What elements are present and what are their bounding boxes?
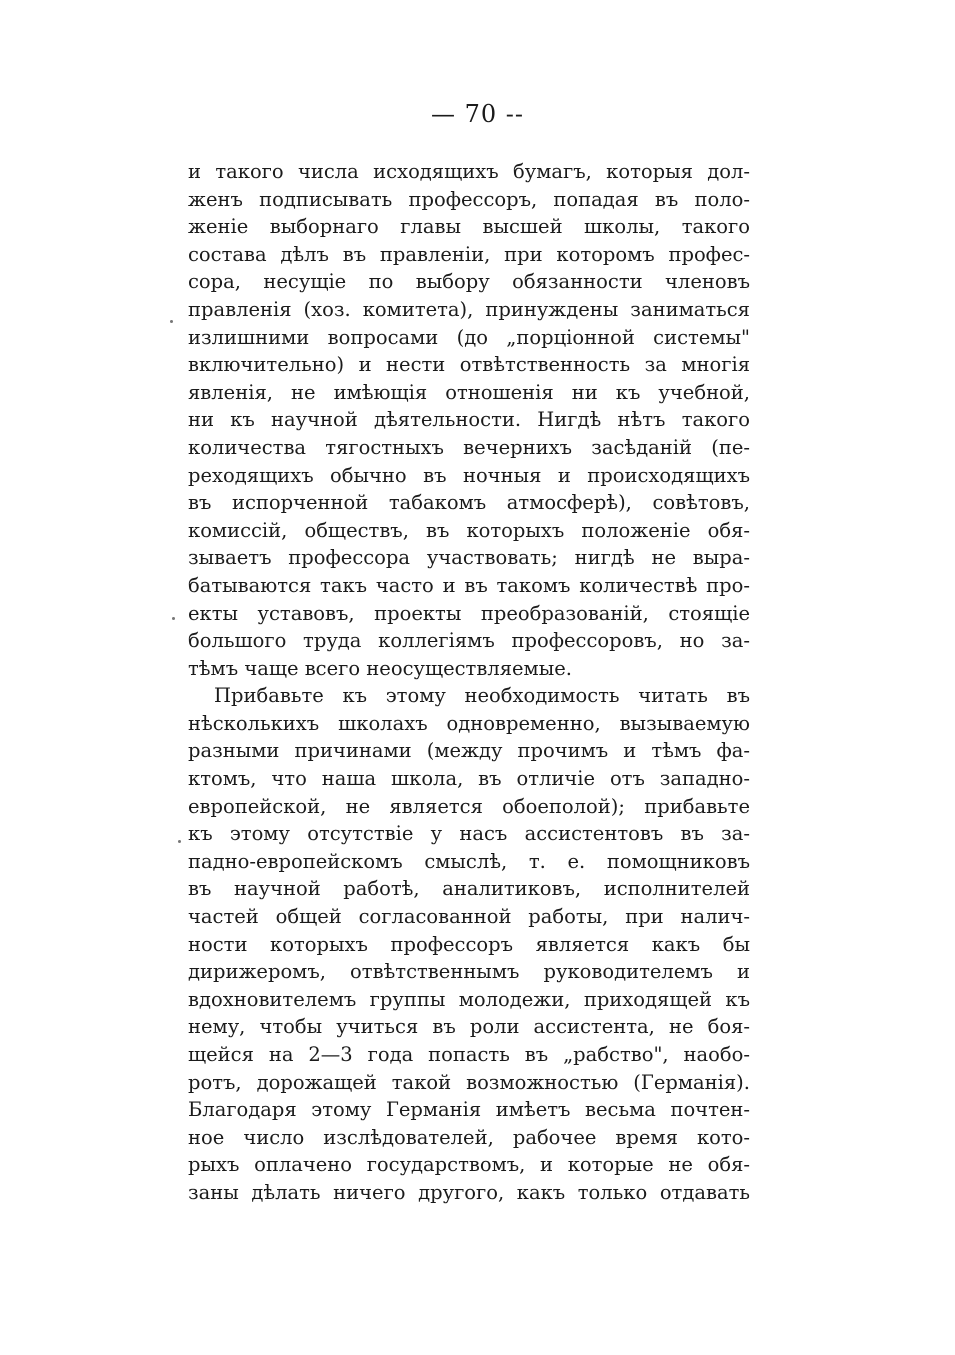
text-line: заны дѣлать ничего другого, какъ только отдавать	[188, 1180, 750, 1204]
text-line: реходящихъ обычно въ ночныя и происходящихъ	[188, 463, 750, 487]
text-line: ни къ научной дѣятельности. Нигдѣ нѣтъ такого	[188, 408, 750, 432]
text-line: женъ подписывать профессоръ, попадая въ поло-	[188, 187, 750, 211]
text-line: состава дѣлъ въ правленiи, при которомъ профес-	[188, 242, 750, 266]
text-line: включительно) и нести отвѣтственность за многiя	[188, 353, 750, 377]
text-line: ности которыхъ профессоръ является какъ бы	[188, 932, 750, 956]
text-line: нему, чтобы учиться въ роли ассистента, не боя-	[188, 1015, 750, 1039]
text-line: щейся на 2—3 года попасть въ „рабство", наобо-	[188, 1043, 750, 1066]
page-number: — 70 --	[430, 100, 524, 128]
text-line: ротъ, дорожащей такой возможностью (Германiя).	[188, 1070, 750, 1094]
text-line: тѣмъ чаще всего неосуществляемые.	[188, 656, 572, 680]
text-line: большого труда коллегiямъ профессоровъ, но за-	[188, 629, 750, 653]
text-line: сора, несущiе по выбору обязанности членовъ	[188, 270, 750, 294]
text-line: комиссiй, обществъ, въ которыхъ положенiе обя-	[188, 518, 750, 542]
text-line: екты уставовъ, проекты преобразованiй, стоящiе	[188, 601, 750, 625]
text-line: ктомъ, что наша школа, въ отличiе отъ западно-	[188, 767, 750, 791]
margin-dot-mark	[172, 617, 175, 620]
text-line: частей общей согласованной работы, при налич-	[188, 905, 750, 929]
text-line: ное число изслѣдователей, рабочее время кото-	[188, 1125, 750, 1149]
text-line: въ испорченной табакомъ атмосферѣ), совѣтовъ,	[188, 491, 750, 515]
text-line: дирижеромъ, отвѣтственнымъ руководителемъ и	[188, 960, 750, 984]
text-line: и такого числа исходящихъ бумагъ, которыя дол-	[188, 160, 750, 183]
text-line: количества тягостныхъ вечернихъ засѣданiй (пе-	[188, 435, 750, 459]
text-line: къ этому отсутствiе у насъ ассистентовъ въ за-	[188, 822, 750, 846]
text-line: нѣсколькихъ школахъ одновременно, вызываемую	[188, 711, 750, 735]
text-line: женiе выборнаго главы высшей школы, такого	[188, 215, 750, 239]
text-line: рыхъ оплачено государствомъ, и которые не обя-	[188, 1153, 750, 1177]
text-line: Прибавьте къ этому необходимость читать въ	[214, 684, 750, 708]
text-line: европейской, не является обоеполой); прибавьте	[188, 794, 750, 818]
text-line: батываются такъ часто и въ такомъ количествѣ про-	[188, 573, 750, 597]
text-line: вдохновителемъ группы молодежи, приходящей къ	[188, 987, 750, 1011]
text-line: падно-европейскомъ смыслѣ, т. е. помощниковъ	[188, 849, 750, 873]
text-line: Благодаря этому Германiя имѣетъ весьма почтен-	[188, 1098, 750, 1122]
text-line: въ научной работѣ, аналитиковъ, исполнителей	[188, 877, 750, 901]
text-line: разными причинами (между прочимъ и тѣмъ фа-	[188, 739, 750, 763]
margin-dot-mark	[178, 840, 181, 843]
body-text	[188, 158, 750, 1207]
text-line: правленiя (хоз. комитета), принуждены заниматься	[188, 297, 750, 321]
text-line: зываетъ профессора участвовать; нигдѣ не выра-	[188, 546, 750, 570]
margin-dot-mark	[170, 320, 173, 323]
text-line: излишними вопросами (до „порцiонной системы"	[188, 325, 750, 349]
text-line: явленiя, не имѣющiя отношенiя ни къ учебной,	[188, 380, 750, 404]
